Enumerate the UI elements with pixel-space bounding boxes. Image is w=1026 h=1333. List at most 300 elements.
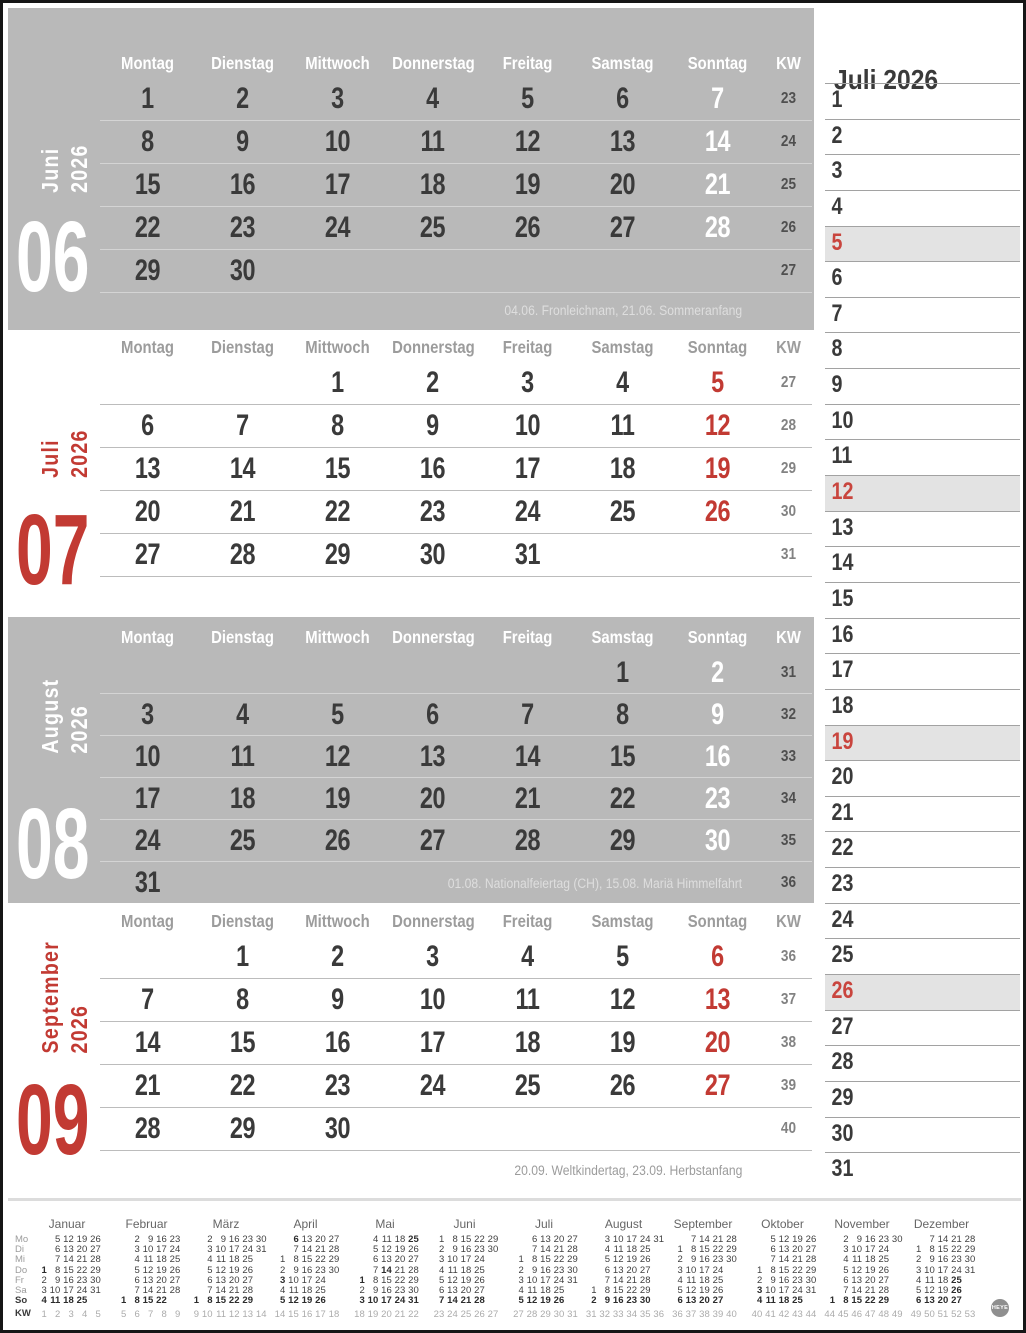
overview-day: 29 bbox=[964, 1244, 976, 1256]
overview-kw: 48 bbox=[878, 1309, 889, 1321]
notepad-row bbox=[825, 226, 1020, 262]
notepad-day-number: 21 bbox=[831, 798, 854, 826]
weekday-header: Samstag bbox=[591, 910, 654, 931]
notepad-row bbox=[825, 404, 1020, 440]
overview-kw: 14 bbox=[255, 1309, 267, 1321]
overview-day: 27 bbox=[712, 1295, 724, 1307]
weekday-header: Freitag bbox=[502, 626, 553, 647]
day-cell: 27 bbox=[609, 211, 636, 244]
overview-day: 27 bbox=[639, 1264, 651, 1276]
kw-cell: 37 bbox=[780, 991, 797, 1008]
overview-kw: 52 bbox=[951, 1309, 962, 1321]
overview-day: 26 bbox=[169, 1264, 181, 1276]
overview-day: 19 bbox=[937, 1284, 949, 1296]
weekday-header: Samstag bbox=[591, 52, 654, 73]
day-cell: 5 bbox=[616, 940, 629, 973]
overview-day bbox=[822, 1245, 836, 1255]
day-cell: 15 bbox=[609, 739, 636, 773]
day-cell: 7 bbox=[236, 409, 249, 442]
overview-day: 21 bbox=[460, 1295, 472, 1307]
month-grid bbox=[100, 48, 812, 293]
day-cell: 11 bbox=[515, 983, 540, 1016]
overview-kw: 50 bbox=[924, 1309, 935, 1321]
weekday-header-row bbox=[100, 332, 812, 362]
overview-kw-row bbox=[583, 1310, 664, 1320]
week-row bbox=[100, 491, 812, 534]
overview-day: 13 bbox=[215, 1274, 226, 1286]
overview-day: 21 bbox=[76, 1254, 88, 1266]
week-row bbox=[100, 362, 812, 405]
day-cell: 7 bbox=[521, 697, 534, 731]
overview-day: 5 bbox=[518, 1295, 524, 1307]
overview-day: 31 bbox=[567, 1274, 578, 1286]
overview-day: 7 bbox=[690, 1234, 697, 1245]
overview-kw: 29 bbox=[540, 1309, 551, 1321]
overview-kw: 15 bbox=[288, 1309, 299, 1321]
overview-day bbox=[272, 1235, 286, 1245]
notepad-day-number: 8 bbox=[831, 335, 843, 363]
overview-kw: 38 bbox=[699, 1309, 710, 1321]
day-cell: 3 bbox=[426, 940, 439, 973]
overview-day: 10 bbox=[765, 1284, 776, 1296]
overview-day: 2 bbox=[518, 1264, 524, 1276]
day-cell: 12 bbox=[609, 983, 636, 1016]
day-cell: 11 bbox=[420, 125, 445, 158]
overview-day: 7 bbox=[293, 1244, 299, 1256]
month-grid bbox=[100, 622, 812, 904]
overview-day: 15 bbox=[381, 1274, 392, 1286]
overview-day: 16 bbox=[381, 1284, 392, 1296]
overview-kw: 36 bbox=[653, 1309, 664, 1321]
notepad-row bbox=[825, 83, 1020, 119]
overview-day: 11 bbox=[686, 1274, 697, 1286]
weekday-header: Donnerstag bbox=[392, 910, 475, 931]
notepad-row bbox=[825, 511, 1020, 547]
overview-day: 4 bbox=[677, 1274, 683, 1286]
overview-day: 24 bbox=[474, 1254, 485, 1266]
day-cell: 19 bbox=[609, 1026, 636, 1059]
overview-day: 16 bbox=[699, 1254, 710, 1266]
day-cell: 9 bbox=[331, 983, 344, 1016]
overview-day: 11 bbox=[216, 1254, 226, 1266]
overview-day: 26 bbox=[878, 1264, 889, 1276]
month-name: September bbox=[37, 940, 63, 1054]
overview-day: 24 bbox=[169, 1244, 181, 1256]
holiday-note: 04.06. Fronleichnam, 21.06. Sommeranfang bbox=[504, 303, 742, 318]
notepad-row bbox=[825, 1117, 1020, 1153]
weekday-header: Donnerstag bbox=[392, 336, 475, 357]
overview-day: 8 bbox=[770, 1264, 776, 1276]
overview-row-label: Mi bbox=[15, 1254, 26, 1266]
day-cell: 22 bbox=[134, 211, 161, 244]
overview-day: 21 bbox=[792, 1254, 803, 1266]
day-cell: 28 bbox=[704, 211, 731, 244]
week-row bbox=[100, 78, 812, 121]
overview-day: 21 bbox=[864, 1284, 876, 1296]
overview-day: 4 bbox=[438, 1264, 445, 1276]
overview-day: 30 bbox=[328, 1264, 340, 1276]
overview-day bbox=[186, 1276, 200, 1286]
overview-day: 19 bbox=[540, 1295, 551, 1307]
overview-day: 22 bbox=[712, 1244, 724, 1256]
overview-day: 4 bbox=[756, 1295, 763, 1307]
overview-day: 5 bbox=[843, 1264, 849, 1276]
day-cell: 19 bbox=[704, 452, 731, 485]
day-cell: 6 bbox=[711, 940, 724, 973]
overview-kw: 40 bbox=[726, 1309, 737, 1321]
notepad-row bbox=[825, 1010, 1020, 1046]
overview-day: 18 bbox=[937, 1274, 949, 1286]
overview-day bbox=[651, 1286, 665, 1296]
overview-day: 18 bbox=[460, 1264, 472, 1276]
overview-day: 15 bbox=[301, 1254, 313, 1266]
overview-day: 22 bbox=[864, 1295, 876, 1307]
day-cell: 25 bbox=[229, 823, 256, 857]
overview-day: 27 bbox=[474, 1284, 485, 1296]
overview-day: 10 bbox=[288, 1274, 299, 1286]
overview-day: 18 bbox=[156, 1254, 167, 1266]
month-big-number: 06 bbox=[16, 201, 90, 313]
overview-day bbox=[822, 1266, 836, 1276]
day-cell: 2 bbox=[236, 82, 249, 115]
overview-day: 2 bbox=[591, 1295, 597, 1307]
day-cell: 16 bbox=[419, 452, 446, 485]
day-cell: 24 bbox=[514, 495, 541, 528]
overview-day: 11 bbox=[527, 1284, 538, 1296]
day-cell: 15 bbox=[324, 452, 351, 485]
weekday-header: Montag bbox=[121, 52, 174, 73]
overview-day-row bbox=[822, 1266, 903, 1276]
day-cell: 7 bbox=[141, 983, 154, 1016]
overview-day: 31 bbox=[653, 1234, 664, 1245]
week-row bbox=[100, 936, 812, 979]
day-cell: 26 bbox=[609, 1069, 636, 1102]
overview-day: 21 bbox=[951, 1234, 962, 1245]
overview-day: 3 bbox=[756, 1284, 763, 1296]
notepad-row bbox=[825, 297, 1020, 333]
overview-day bbox=[889, 1286, 903, 1296]
day-cell: 18 bbox=[229, 781, 256, 815]
notepad-row bbox=[825, 689, 1020, 725]
overview-day: 10 bbox=[685, 1264, 697, 1276]
day-cell: 31 bbox=[514, 538, 541, 571]
day-cell: 24 bbox=[419, 1069, 446, 1102]
overview-day: 11 bbox=[613, 1244, 624, 1256]
day-cell: 13 bbox=[704, 983, 731, 1016]
day-cell: 25 bbox=[514, 1069, 541, 1102]
kw-cell: 34 bbox=[780, 789, 797, 807]
overview-day: 16 bbox=[228, 1234, 240, 1245]
notepad-day-number: 13 bbox=[831, 513, 854, 541]
overview-day: 24 bbox=[553, 1274, 565, 1286]
overview-day-row bbox=[669, 1296, 737, 1306]
overview-kw: 23 bbox=[433, 1309, 445, 1321]
notepad-row bbox=[825, 475, 1020, 511]
overview-day: 9 bbox=[856, 1234, 862, 1245]
day-cell: 24 bbox=[324, 211, 351, 244]
overview-day: 18 bbox=[626, 1244, 637, 1256]
overview-day: 1 bbox=[359, 1274, 365, 1286]
overview-day: 2 bbox=[207, 1234, 213, 1245]
notepad-title: Juli 2026 bbox=[834, 63, 939, 95]
overview-day: 14 bbox=[937, 1234, 949, 1245]
notepad-day-number: 10 bbox=[831, 406, 854, 434]
notepad-row bbox=[825, 261, 1020, 297]
overview-kw-row bbox=[113, 1310, 181, 1320]
overview-day bbox=[723, 1266, 737, 1276]
overview-day bbox=[889, 1276, 903, 1286]
overview-day: 7 bbox=[929, 1234, 935, 1245]
overview-day: 24 bbox=[242, 1244, 253, 1256]
overview-day: 9 bbox=[604, 1295, 610, 1307]
overview-kw: 28 bbox=[526, 1309, 538, 1321]
overview-day: 26 bbox=[639, 1254, 651, 1266]
notepad-row bbox=[825, 154, 1020, 190]
overview-day: 13 bbox=[851, 1274, 862, 1286]
overview-day: 3 bbox=[207, 1244, 213, 1256]
overview-day: 9 bbox=[452, 1244, 458, 1256]
overview-day: 13 bbox=[447, 1284, 458, 1296]
overview-day: 14 bbox=[63, 1254, 74, 1266]
overview-kw: 31 bbox=[567, 1309, 578, 1321]
overview-kw: 12 bbox=[228, 1309, 240, 1321]
weekday-header: Mittwoch bbox=[305, 910, 370, 931]
day-cell: 24 bbox=[134, 823, 161, 857]
overview-day: 30 bbox=[487, 1244, 499, 1256]
week-row bbox=[100, 1065, 812, 1108]
holiday-note: 01.08. Nationalfeiertag (CH), 15.08. Mariä Himmelfahrt bbox=[447, 876, 742, 891]
overview-kw: 5 bbox=[120, 1309, 127, 1321]
overview-day bbox=[186, 1266, 200, 1276]
overview-day: 11 bbox=[50, 1295, 61, 1307]
kw-header: KW bbox=[776, 336, 801, 357]
overview-day: 1 bbox=[829, 1295, 835, 1307]
overview-kw: 11 bbox=[216, 1309, 226, 1321]
overview-day bbox=[583, 1235, 597, 1245]
notepad-day-number: 27 bbox=[831, 1012, 854, 1040]
day-cell: 26 bbox=[514, 211, 541, 244]
overview-day bbox=[87, 1296, 101, 1306]
overview-day: 6 bbox=[915, 1295, 922, 1307]
weekday-header: Freitag bbox=[502, 910, 553, 931]
overview-day: 7 bbox=[134, 1284, 140, 1296]
overview-day bbox=[749, 1235, 763, 1245]
overview-day: 9 bbox=[220, 1234, 226, 1245]
overview-kw: 6 bbox=[134, 1309, 140, 1321]
month-year: 2026 bbox=[65, 429, 92, 478]
day-cell: 12 bbox=[324, 739, 351, 773]
overview-kw: 1 bbox=[41, 1309, 47, 1321]
day-cell: 25 bbox=[609, 495, 636, 528]
overview-day: 4 bbox=[604, 1244, 610, 1256]
overview-day: 26 bbox=[712, 1284, 724, 1296]
kw-cell: 40 bbox=[780, 1120, 797, 1137]
overview-day: 18 bbox=[699, 1274, 710, 1286]
overview-day: 3 bbox=[41, 1284, 47, 1296]
overview-day: 7 bbox=[54, 1254, 61, 1266]
overview-day: 26 bbox=[315, 1295, 326, 1307]
notepad-row bbox=[825, 938, 1020, 974]
overview-day: 6 bbox=[54, 1244, 61, 1256]
month-vertical-label bbox=[36, 679, 94, 754]
notepad-row bbox=[825, 831, 1020, 867]
notepad-row bbox=[825, 1081, 1020, 1117]
day-cell: 27 bbox=[134, 538, 161, 571]
notepad-row bbox=[825, 582, 1020, 618]
notepad-day-number: 12 bbox=[831, 478, 854, 506]
week-row bbox=[100, 121, 812, 164]
overview-day: 25 bbox=[474, 1264, 485, 1276]
kw-header: KW bbox=[776, 52, 801, 73]
overview-day: 29 bbox=[567, 1254, 578, 1266]
notepad-row bbox=[825, 653, 1020, 689]
overview-day: 16 bbox=[864, 1234, 876, 1245]
kw-header: KW bbox=[776, 910, 801, 931]
day-cell: 30 bbox=[229, 254, 256, 287]
overview-day bbox=[113, 1245, 127, 1255]
weekday-header: Montag bbox=[121, 626, 174, 647]
overview-day bbox=[822, 1255, 836, 1265]
overview-kw-row bbox=[33, 1310, 101, 1320]
overview-day bbox=[723, 1296, 737, 1306]
overview-month-name: April bbox=[293, 1217, 318, 1231]
overview-day: 25 bbox=[712, 1274, 724, 1286]
overview-day bbox=[485, 1266, 499, 1276]
overview-day-row bbox=[749, 1296, 817, 1306]
overview-day: 29 bbox=[878, 1295, 889, 1307]
overview-day: 31 bbox=[805, 1284, 817, 1296]
overview-kw: 21 bbox=[394, 1309, 406, 1321]
overview-day: 18 bbox=[228, 1254, 240, 1266]
overview-day: 1 bbox=[41, 1264, 47, 1276]
overview-day: 11 bbox=[765, 1295, 776, 1307]
overview-day-row bbox=[186, 1255, 267, 1265]
overview-day: 8 bbox=[929, 1244, 935, 1256]
overview-day bbox=[326, 1276, 340, 1286]
overview-day: 19 bbox=[626, 1254, 637, 1266]
day-cell: 14 bbox=[514, 739, 541, 773]
day-cell: 6 bbox=[616, 82, 629, 115]
overview-day: 19 bbox=[228, 1264, 240, 1276]
day-cell: 5 bbox=[521, 82, 534, 115]
overview-day: 9 bbox=[929, 1254, 935, 1266]
overview-day bbox=[749, 1245, 763, 1255]
overview-day: 9 bbox=[54, 1274, 61, 1286]
day-cell: 23 bbox=[419, 495, 446, 528]
overview-day-row bbox=[822, 1296, 903, 1306]
overview-day: 3 bbox=[604, 1234, 610, 1245]
overview-day-row bbox=[822, 1255, 903, 1265]
overview-day: 18 bbox=[778, 1295, 790, 1307]
overview-day bbox=[186, 1245, 200, 1255]
overview-day bbox=[510, 1235, 524, 1245]
overview-kw: 43 bbox=[792, 1309, 803, 1321]
notepad-day-number: 3 bbox=[831, 157, 843, 185]
overview-day: 12 bbox=[215, 1264, 226, 1276]
overview-day: 10 bbox=[49, 1284, 61, 1296]
overview-kw: 27 bbox=[513, 1309, 524, 1321]
overview-day: 13 bbox=[612, 1264, 624, 1276]
overview-day: 17 bbox=[381, 1295, 392, 1307]
overview-day: 19 bbox=[792, 1234, 803, 1245]
overview-day: 26 bbox=[242, 1264, 253, 1276]
notepad-day-number: 5 bbox=[831, 228, 843, 256]
overview-day: 6 bbox=[843, 1274, 849, 1286]
day-cell: 17 bbox=[419, 1026, 446, 1059]
overview-day: 19 bbox=[301, 1295, 313, 1307]
overview-kw: 44 bbox=[805, 1309, 817, 1321]
week-row bbox=[100, 448, 812, 491]
overview-day bbox=[113, 1276, 127, 1286]
overview-day: 23 bbox=[474, 1244, 485, 1256]
day-cell: 8 bbox=[236, 983, 249, 1016]
overview-day: 16 bbox=[460, 1244, 472, 1256]
overview-day bbox=[889, 1245, 903, 1255]
overview-day: 12 bbox=[447, 1274, 458, 1286]
day-cell: 13 bbox=[134, 452, 161, 485]
overview-day: 31 bbox=[90, 1284, 101, 1296]
overview-day: 20 bbox=[228, 1274, 240, 1286]
overview-day: 29 bbox=[242, 1295, 253, 1307]
overview-day: 15 bbox=[937, 1244, 949, 1256]
week-row bbox=[100, 250, 812, 293]
overview-day: 15 bbox=[612, 1284, 624, 1296]
overview-day: 21 bbox=[315, 1244, 326, 1256]
notepad-day-number: 15 bbox=[831, 584, 854, 612]
day-cell: 22 bbox=[229, 1069, 256, 1102]
day-cell: 13 bbox=[419, 739, 446, 773]
weekday-header: Dienstag bbox=[211, 626, 274, 647]
day-cell: 27 bbox=[419, 823, 446, 857]
overview-day-row bbox=[822, 1276, 903, 1286]
notepad-day-number: 31 bbox=[831, 1155, 854, 1183]
overview-day: 22 bbox=[792, 1264, 803, 1276]
overview-day: 26 bbox=[951, 1284, 962, 1296]
overview-day-row bbox=[186, 1276, 267, 1286]
overview-kw-label: KW bbox=[15, 1308, 31, 1319]
month-year: 2026 bbox=[65, 705, 92, 754]
month-name: August bbox=[37, 678, 63, 754]
day-cell: 29 bbox=[609, 823, 636, 857]
day-cell: 19 bbox=[324, 781, 351, 815]
overview-day: 7 bbox=[770, 1254, 776, 1266]
day-cell: 26 bbox=[324, 823, 351, 857]
overview-day: 7 bbox=[843, 1284, 849, 1296]
overview-day: 30 bbox=[639, 1295, 651, 1307]
overview-day bbox=[962, 1276, 976, 1286]
notepad-day-number: 17 bbox=[831, 656, 854, 684]
month-name: Juni bbox=[37, 147, 63, 193]
overview-day: 17 bbox=[699, 1264, 710, 1276]
overview-day: 3 bbox=[134, 1244, 140, 1256]
overview-day: 28 bbox=[242, 1284, 253, 1296]
overview-day: 27 bbox=[328, 1234, 340, 1245]
overview-kw: 36 bbox=[672, 1309, 683, 1321]
day-cell: 14 bbox=[134, 1026, 161, 1059]
month-block-juli bbox=[8, 330, 814, 617]
day-cell: 10 bbox=[134, 739, 161, 773]
notepad-row bbox=[825, 190, 1020, 226]
overview-day-row bbox=[583, 1255, 664, 1265]
week-row bbox=[100, 736, 812, 778]
overview-day: 18 bbox=[540, 1284, 551, 1296]
overview-day-row bbox=[351, 1296, 419, 1306]
overview-kw: 16 bbox=[301, 1309, 313, 1321]
overview-month-grid bbox=[113, 1235, 181, 1321]
day-cell: 2 bbox=[711, 655, 724, 689]
overview-day: 7 bbox=[438, 1295, 445, 1307]
heye-logo: HEYE bbox=[991, 1299, 1009, 1317]
